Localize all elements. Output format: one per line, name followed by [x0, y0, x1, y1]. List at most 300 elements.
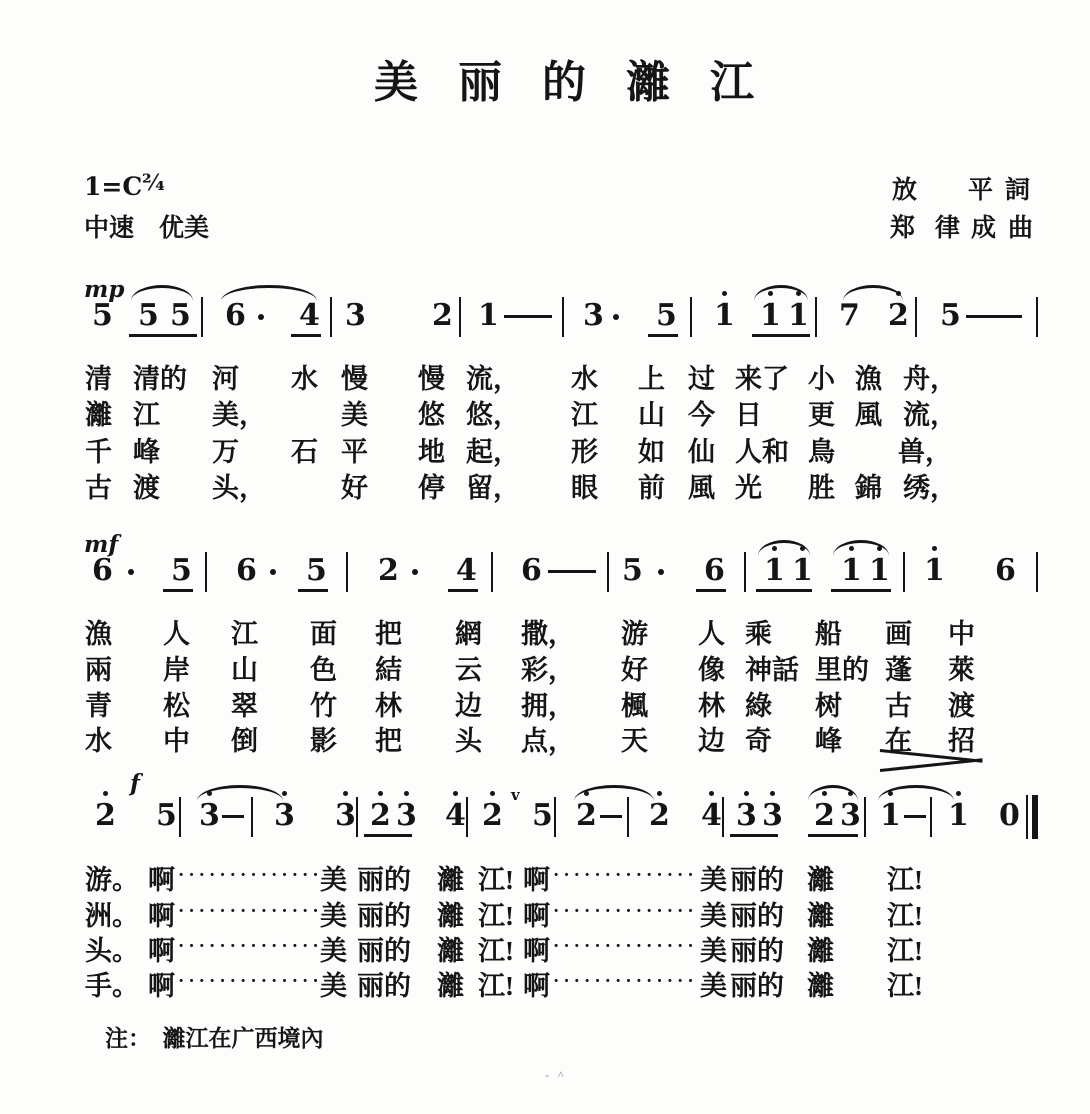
octave-dot: [453, 791, 458, 796]
lyric-syllable: 胜: [808, 473, 835, 503]
breath-mark: v: [511, 786, 520, 804]
lyric-syllable: 边: [455, 691, 482, 721]
note-5: 5: [171, 553, 192, 588]
note-1: 1: [478, 298, 499, 333]
lyric-syllable: 美: [320, 901, 347, 931]
composer-credit: 曲: [1008, 215, 1034, 242]
footnote: 注： 灕江在广西境內: [105, 1026, 324, 1051]
lyric-syllable: 啊: [148, 901, 175, 931]
note-1: 1: [764, 555, 785, 587]
barline: [744, 552, 746, 592]
composer-credit: 郑: [890, 215, 916, 242]
lyric-syllable: 游: [621, 619, 648, 649]
lyric-syllable: 游。: [85, 865, 139, 895]
lyric-syllable: 江: [571, 400, 598, 430]
lyric-syllable: 来了: [735, 364, 789, 394]
note-6: 6: [92, 553, 113, 588]
duration-dash: [504, 315, 552, 318]
lyric-syllable: 影: [310, 726, 337, 756]
lyric-syllable: 石: [291, 437, 318, 467]
barline: [1036, 297, 1038, 337]
lyric-syllable: 仙: [688, 437, 715, 467]
lyric-syllable: 風: [855, 400, 882, 430]
lyric-dots: ··············: [178, 901, 323, 922]
lyric-syllable: 人: [163, 619, 190, 649]
lyric-syllable: 头。: [85, 936, 139, 966]
lyric-syllable: 舟，: [903, 364, 957, 394]
note-5: 5: [138, 298, 159, 333]
lyric-syllable: 錦: [855, 473, 882, 503]
dynamic-f: f: [130, 770, 140, 797]
lyric-row-2-3: [0, 684, 1090, 721]
note-5: 5: [170, 298, 191, 333]
lyric-syllable: 灕: [807, 971, 834, 1001]
lyric-syllable: 江!: [478, 865, 514, 895]
augmentation-dot: [270, 569, 276, 575]
note-3: 3: [396, 800, 417, 832]
lyric-row-1-2: [0, 393, 1090, 430]
note-2: 2: [378, 553, 399, 588]
barline: [815, 297, 817, 337]
lyric-syllable: 江!: [478, 971, 514, 1001]
lyric-syllable: 丽的: [730, 936, 784, 966]
lyric-syllable: 美: [700, 936, 727, 966]
lyric-syllable: 江!: [887, 901, 923, 931]
barline: [864, 797, 866, 837]
eighth-underline: [364, 834, 412, 837]
dynamic-mf: mf: [84, 531, 119, 558]
barline: [251, 797, 253, 837]
note-1: 1: [714, 300, 735, 332]
lyric-syllable: 头，: [212, 473, 266, 503]
note-2: 2: [432, 298, 453, 333]
eighth-underline: [298, 589, 328, 592]
lyric-syllable: 清的: [133, 364, 187, 394]
note-4: 4: [445, 800, 466, 832]
lyric-syllable: 林: [375, 691, 402, 721]
note-2: 2: [576, 800, 597, 832]
note-3: 3: [840, 800, 861, 832]
lyric-syllable: 奇: [745, 726, 772, 756]
lyric-syllable: 灕: [437, 971, 464, 1001]
composer-credit: 成: [971, 215, 997, 242]
lyric-syllable: 竹: [310, 691, 337, 721]
lyric-syllable: 船: [815, 619, 842, 649]
lyric-syllable: 平: [341, 437, 368, 467]
note-4: 4: [299, 298, 320, 333]
lyric-syllable: 灕: [437, 901, 464, 931]
lyric-syllable: 过: [688, 364, 715, 394]
lyric-syllable: 千: [85, 437, 112, 467]
lyric-syllable: 手。: [85, 971, 139, 1001]
music-line-2: [0, 531, 1090, 595]
lyric-row-2-2: [0, 648, 1090, 685]
lyric-syllable: 丽的: [357, 901, 411, 931]
note-1: 1: [880, 800, 901, 832]
eighth-underline: [291, 334, 321, 337]
barline: [1036, 552, 1038, 592]
barline: [722, 797, 724, 837]
lyric-syllable: 丽的: [357, 936, 411, 966]
duration-dash: [222, 815, 244, 818]
lyric-syllable: 更: [808, 400, 835, 430]
lyric-syllable: 渡: [133, 473, 160, 503]
lyric-syllable: 江!: [887, 865, 923, 895]
lyric-syllable: 江!: [887, 936, 923, 966]
music-line-3: [0, 770, 1090, 840]
lyric-syllable: 上: [638, 364, 665, 394]
lyric-syllable: 人和: [735, 437, 789, 467]
lyric-syllable: 峰: [133, 437, 160, 467]
note-1: 1: [841, 555, 862, 587]
eighth-underline: [448, 589, 478, 592]
lyric-syllable: 林: [698, 691, 725, 721]
lyric-row-1-1: [0, 357, 1090, 394]
lyric-dots: ··············: [178, 865, 323, 886]
lyric-dots: ··············: [553, 971, 698, 992]
augmentation-dot: [412, 569, 418, 575]
note-3: 3: [199, 800, 220, 832]
lyric-syllable: 把: [375, 619, 402, 649]
eighth-underline: [831, 589, 891, 592]
lyric-syllable: 美: [700, 901, 727, 931]
lyric-syllable: 流，: [903, 400, 957, 430]
duration-dash: [966, 315, 1022, 318]
lyric-syllable: 美: [320, 936, 347, 966]
lyric-syllable: 面: [310, 619, 337, 649]
note-1: 1: [869, 555, 890, 587]
lyric-syllable: 水: [571, 364, 598, 394]
octave-dot: [378, 791, 383, 796]
note-3: 3: [762, 800, 783, 832]
lyric-syllable: 好: [621, 655, 648, 685]
note-3: 3: [583, 298, 604, 333]
lyric-syllable: 洲。: [85, 901, 139, 931]
lyric-syllable: 美: [320, 971, 347, 1001]
lyric-syllable: 網: [455, 619, 482, 649]
lyric-syllable: 江!: [478, 936, 514, 966]
lyric-syllable: 啊: [523, 901, 550, 931]
lyric-syllable: 起，: [466, 437, 520, 467]
lyric-syllable: 丽的: [357, 865, 411, 895]
note-4: 4: [456, 553, 477, 588]
lyric-dots: ··············: [178, 936, 323, 957]
barline: [356, 797, 358, 837]
lyric-syllable: 色: [310, 655, 337, 685]
note-6: 6: [236, 553, 257, 588]
lyric-syllable: 結: [375, 655, 402, 685]
note-2: 2: [888, 300, 909, 332]
lyric-row-3-3: [0, 929, 1090, 966]
lyric-row-2-1: [0, 612, 1090, 649]
lyric-dots: ··············: [553, 936, 698, 957]
tempo-marking: 中速 优美: [84, 215, 210, 242]
note-3: 3: [335, 800, 356, 832]
lyric-syllable: 如: [638, 437, 665, 467]
lyric-syllable: 悠，: [466, 400, 520, 430]
lyric-syllable: 啊: [523, 971, 550, 1001]
lyric-syllable: 清: [85, 364, 112, 394]
lyric-syllable: 漁: [85, 619, 112, 649]
song-title: 美丽的灕江: [374, 57, 794, 108]
lyric-row-1-3: [0, 430, 1090, 467]
note-6: 6: [521, 553, 542, 588]
duration-dash: [548, 570, 596, 573]
octave-dot: [932, 546, 937, 551]
note-6: 6: [995, 553, 1016, 588]
lyric-syllable: 松: [163, 691, 190, 721]
barline: [562, 297, 564, 337]
barline: [491, 552, 493, 592]
lyric-syllable: 流，: [466, 364, 520, 394]
lyric-syllable: 绣，: [903, 473, 957, 503]
note-1: 1: [760, 300, 781, 332]
octave-dot: [282, 791, 287, 796]
note-6: 6: [225, 298, 246, 333]
lyric-syllable: 美: [341, 400, 368, 430]
barline: [205, 552, 207, 592]
lyric-syllable: 撒，: [521, 619, 575, 649]
barline: [627, 797, 629, 837]
lyric-syllable: 彩，: [521, 655, 575, 685]
lyric-syllable: 光: [735, 473, 762, 503]
augmentation-dot: [613, 314, 619, 320]
lyric-syllable: 江: [133, 400, 160, 430]
note-5: 5: [656, 298, 677, 333]
eighth-underline: [163, 589, 193, 592]
lyric-syllable: 小: [808, 364, 835, 394]
lyric-syllable: 在: [885, 726, 912, 756]
octave-dot: [343, 791, 348, 796]
lyric-syllable: 灕: [807, 901, 834, 931]
dynamic-mp: mp: [84, 276, 125, 303]
lyric-syllable: 头: [455, 726, 482, 756]
lyric-syllable: 水: [85, 726, 112, 756]
note-5: 5: [532, 798, 553, 833]
octave-dot: [770, 791, 775, 796]
lyric-syllable: 啊: [148, 936, 175, 966]
lyric-syllable: 慢: [341, 364, 368, 394]
lyric-syllable: 風: [688, 473, 715, 503]
lyric-row-1-4: [0, 466, 1090, 503]
lyric-syllable: 楓: [621, 691, 648, 721]
key-signature: 1=C: [84, 172, 143, 201]
lyric-syllable: 前: [638, 473, 665, 503]
octave-dot: [722, 291, 727, 296]
lyric-syllable: 水: [291, 364, 318, 394]
barline: [930, 797, 932, 837]
lyric-syllable: 地: [418, 437, 445, 467]
lyric-syllable: 拥，: [521, 691, 575, 721]
eighth-underline: [696, 589, 726, 592]
lyric-dots: ··············: [553, 865, 698, 886]
lyric-syllable: 好: [341, 473, 368, 503]
lyric-syllable: 河: [212, 364, 239, 394]
note-1: 1: [792, 555, 813, 587]
lyric-syllable: 山: [638, 400, 665, 430]
lyric-syllable: 招: [948, 726, 975, 756]
eighth-underline: [730, 834, 778, 837]
barline: [903, 552, 905, 592]
barline: [346, 552, 348, 592]
lyric-dots: ··············: [553, 901, 698, 922]
barline: [179, 797, 181, 837]
barline: [554, 797, 556, 837]
lyric-syllable: 啊: [148, 971, 175, 1001]
lyric-syllable: 青: [85, 691, 112, 721]
note-0: 0: [999, 798, 1020, 833]
lyric-syllable: 慢: [418, 364, 445, 394]
barline: [201, 297, 203, 337]
lyric-syllable: 形: [571, 437, 598, 467]
note-5: 5: [156, 798, 177, 833]
lyric-syllable: 山: [231, 655, 258, 685]
octave-dot: [103, 791, 108, 796]
lyric-syllable: 丽的: [357, 971, 411, 1001]
lyric-syllable: 人: [698, 619, 725, 649]
note-3: 3: [736, 800, 757, 832]
lyricist-credit: 詞: [1005, 177, 1031, 204]
time-signature: ²⁄₄: [142, 170, 165, 196]
augmentation-dot: [128, 569, 134, 575]
note-2: 2: [814, 800, 835, 832]
note-5: 5: [940, 298, 961, 333]
lyricist-credit: 放: [892, 177, 918, 204]
lyric-syllable: 倒: [231, 726, 258, 756]
octave-dot: [404, 791, 409, 796]
barline: [466, 797, 468, 837]
octave-dot: [956, 791, 961, 796]
lyric-syllable: 里的: [815, 655, 869, 685]
lyric-syllable: 把: [375, 726, 402, 756]
lyric-syllable: 停: [418, 473, 445, 503]
duration-dash: [600, 815, 622, 818]
lyric-syllable: 綠: [745, 691, 772, 721]
lyric-syllable: 美: [700, 971, 727, 1001]
composer-credit: 律: [935, 215, 961, 242]
lyric-syllable: 神話: [745, 655, 799, 685]
note-1: 1: [924, 555, 945, 587]
lyric-syllable: 悠: [418, 400, 445, 430]
lyric-syllable: 灕: [437, 936, 464, 966]
lyric-row-3-4: [0, 964, 1090, 1001]
lyric-syllable: 边: [698, 726, 725, 756]
lyric-syllable: 萊: [948, 655, 975, 685]
lyric-dots: ··············: [178, 971, 323, 992]
note-7: 7: [839, 298, 860, 333]
augmentation-dot: [658, 569, 664, 575]
duration-dash: [904, 815, 926, 818]
lyric-syllable: 翠: [231, 691, 258, 721]
lyricist-credit: 平: [968, 177, 994, 204]
music-line-1: [0, 276, 1090, 340]
lyric-syllable: 云: [455, 655, 482, 685]
lyric-syllable: 灕: [437, 865, 464, 895]
barline: [607, 552, 609, 592]
note-2: 2: [649, 800, 670, 832]
eighth-underline: [129, 334, 197, 337]
lyric-syllable: 树: [815, 691, 842, 721]
lyric-syllable: 点，: [521, 726, 575, 756]
note-2: 2: [482, 800, 503, 832]
note-1: 1: [948, 800, 969, 832]
barline: [330, 297, 332, 337]
octave-dot: [657, 791, 662, 796]
thin-bar: [1026, 795, 1028, 839]
hairpin-line: [880, 758, 983, 771]
thick-bar: [1032, 795, 1038, 839]
lyric-syllable: 今: [688, 400, 715, 430]
lyric-syllable: 古: [885, 691, 912, 721]
note-2: 2: [95, 800, 116, 832]
note-4: 4: [701, 800, 722, 832]
eighth-underline: [756, 589, 812, 592]
lyric-syllable: 灕: [807, 936, 834, 966]
lyric-syllable: 丽的: [730, 901, 784, 931]
note-2: 2: [370, 800, 391, 832]
lyric-syllable: 啊: [523, 865, 550, 895]
barline: [915, 297, 917, 337]
lyric-syllable: 啊: [523, 936, 550, 966]
note-6: 6: [704, 553, 725, 588]
lyric-syllable: 啊: [148, 865, 175, 895]
lyric-syllable: 日: [735, 400, 762, 430]
lyric-syllable: 天: [621, 726, 648, 756]
lyric-syllable: 丽的: [730, 865, 784, 895]
lyric-syllable: 中: [163, 726, 190, 756]
octave-dot: [490, 791, 495, 796]
eighth-underline: [648, 334, 678, 337]
barline: [690, 297, 692, 337]
lyric-syllable: 美: [320, 865, 347, 895]
lyric-syllable: 画: [885, 619, 912, 649]
eighth-underline: [752, 334, 810, 337]
eighth-underline: [808, 834, 858, 837]
lyric-syllable: 丽的: [730, 971, 784, 1001]
lyric-syllable: 江!: [478, 901, 514, 931]
lyric-syllable: 兽，: [898, 437, 952, 467]
lyric-syllable: 灕: [807, 865, 834, 895]
lyric-syllable: 蓬: [885, 655, 912, 685]
lyric-syllable: 乘: [745, 619, 772, 649]
lyric-row-3-1: [0, 858, 1090, 895]
lyric-syllable: 峰: [815, 726, 842, 756]
octave-dot: [744, 791, 749, 796]
lyric-syllable: 江!: [887, 971, 923, 1001]
final-barline: [1026, 795, 1038, 839]
lyric-syllable: 美: [700, 865, 727, 895]
lyric-syllable: 兩: [85, 655, 112, 685]
lyric-syllable: 像: [698, 655, 725, 685]
lyric-syllable: 渡: [948, 691, 975, 721]
note-5: 5: [306, 553, 327, 588]
lyric-syllable: 江: [231, 619, 258, 649]
note-3: 3: [274, 800, 295, 832]
note-5: 5: [92, 298, 113, 333]
augmentation-dot: [258, 314, 264, 320]
note-3: 3: [345, 298, 366, 333]
barline: [459, 297, 461, 337]
lyric-syllable: 留，: [466, 473, 520, 503]
lyric-syllable: 美，: [212, 400, 266, 430]
note-5: 5: [622, 553, 643, 588]
note-1: 1: [788, 300, 809, 332]
lyric-syllable: 万: [212, 437, 239, 467]
lyric-syllable: 中: [948, 619, 975, 649]
lyric-syllable: 古: [85, 473, 112, 503]
lyric-syllable: 鳥: [808, 437, 835, 467]
lyric-syllable: 灕: [85, 400, 112, 430]
